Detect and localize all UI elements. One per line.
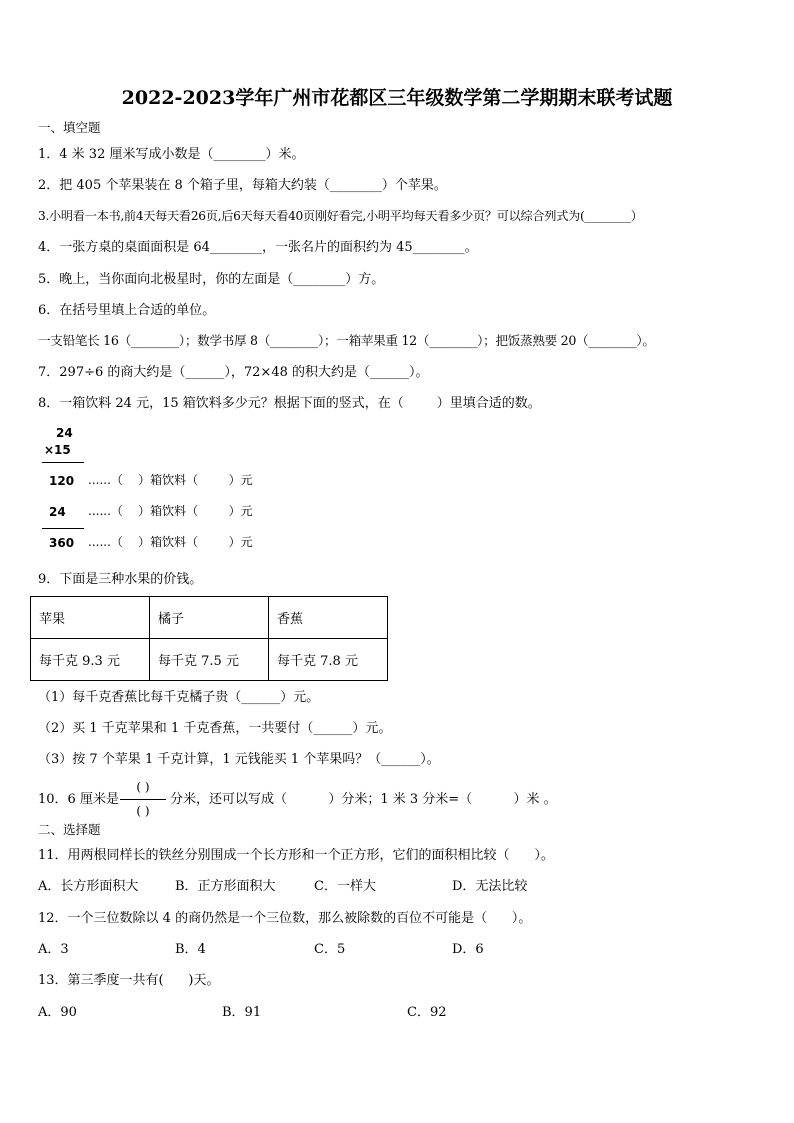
question-12-option-d: D．6 [452,942,484,957]
question-3: 3.小明看一本书,前4天每天看26页,后6天每天看40页刚好看完,小明平均每天看多少页？可以综合列式为(________） [38,209,643,223]
calc-rule-2 [42,528,84,529]
question-1: 1．4 米 32 厘米写成小数是（________）米。 [38,147,305,162]
question-11-option-c: C．一样大 [314,879,376,894]
question-8: 8．一箱饮料 24 元，15 箱饮料多少元？根据下面的竖式，在（ ）里填合适的数。 [38,396,541,411]
question-9: 9．下面是三种水果的价钱。 [38,572,203,587]
page-title: 2022-2023学年广州市花都区三年级数学第二学期期末联考试题 [121,87,673,109]
calc-row-3-value: 360 [49,536,75,550]
question-13-option-b: B．91 [222,1005,262,1020]
section-choice-title: 二、选择题 [38,822,101,837]
question-6-units-line: 一支铅笔长 16（________）；数学书厚 8（________）；一箱苹果重 12（________）；把饭蒸熟要 20（________）。 [38,333,655,348]
question-5: 5．晚上，当你面向北极星时，你的左面是（________）方。 [38,272,385,287]
question-12: 12．一个三位数除以 4 的商仍然是一个三位数，那么被除数的百位不可能是（ ）。 [38,911,532,926]
question-10-fraction [118,780,168,820]
calc-row-1-value: 120 [49,474,75,488]
question-11-option-d: D．无法比较 [452,879,528,894]
question-9-part-2: （2）买 1 千克苹果和 1 千克香蕉，一共要付（______）元。 [38,721,392,736]
question-10-suffix: 分米，还可以写成（ ）分米；1 米 3 分米=（ ）米 。 [170,792,557,807]
fraction-denominator: ( ) [136,804,150,818]
question-12-option-c: C．5 [314,942,346,957]
calc-row-2-value: 24 [49,505,66,519]
question-13-option-a: A．90 [38,1005,77,1020]
question-13: 13．第三季度一共有( )天。 [38,973,220,988]
question-11-option-a: A．长方形面积大 [38,879,139,894]
calc-row-2-blanks: ......（ ）箱饮料（ ）元 [88,504,253,518]
table-row [31,639,388,681]
question-9-part-1: （1）每千克香蕉比每千克橘子贵（______）元。 [38,690,320,705]
fruit-price-table [30,596,388,681]
question-12-option-a: A．3 [38,942,69,957]
question-10-prefix: 10．6 厘米是 [38,792,119,807]
calc-row-3-blanks: ......（ ）箱饮料（ ）元 [88,535,253,549]
question-7: 7．297÷6 的商大约是（______），72×48 的积大约是（______）。 [38,365,429,380]
question-13-option-c: C．92 [407,1005,447,1020]
question-4: 4．一张方桌的桌面面积是 64________，一张名片的面积约为 45________。 [38,240,478,255]
calc-multiplicand: 24 [56,426,73,440]
question-9-part-3: （3）按 7 个苹果 1 千克计算，1 元钱能买 1 个苹果吗？（______）。 [38,752,440,767]
section-fill-in-title: 一、填空题 [38,120,101,135]
calc-row-1-blanks: ......（ ）箱饮料（ ）元 [88,473,253,487]
calc-rule-1 [42,462,84,463]
question-12-option-b: B．4 [175,942,206,957]
question-6: 6．在括号里填上合适的单位。 [38,303,216,318]
table-cell: 每千克 7.8 元 [269,639,388,681]
table-cell: 每千克 9.3 元 [31,639,150,681]
question-2: 2．把 405 个苹果装在 8 个箱子里，每箱大约装（________）个苹果。 [38,178,447,193]
table-header-cell: 苹果 [31,597,150,639]
fraction-numerator: ( ) [136,780,150,794]
question-11: 11．用两根同样长的铁丝分别围成一个长方形和一个正方形，它们的面积相比较（ ）。 [38,848,554,863]
question-11-option-b: B．正方形面积大 [175,879,276,894]
table-row [31,597,388,639]
fraction-bar [120,799,166,800]
table-header-cell: 香蕉 [269,597,388,639]
table-cell: 每千克 7.5 元 [150,639,269,681]
calc-multiplier: ×15 [44,443,71,457]
table-header-cell: 橘子 [150,597,269,639]
